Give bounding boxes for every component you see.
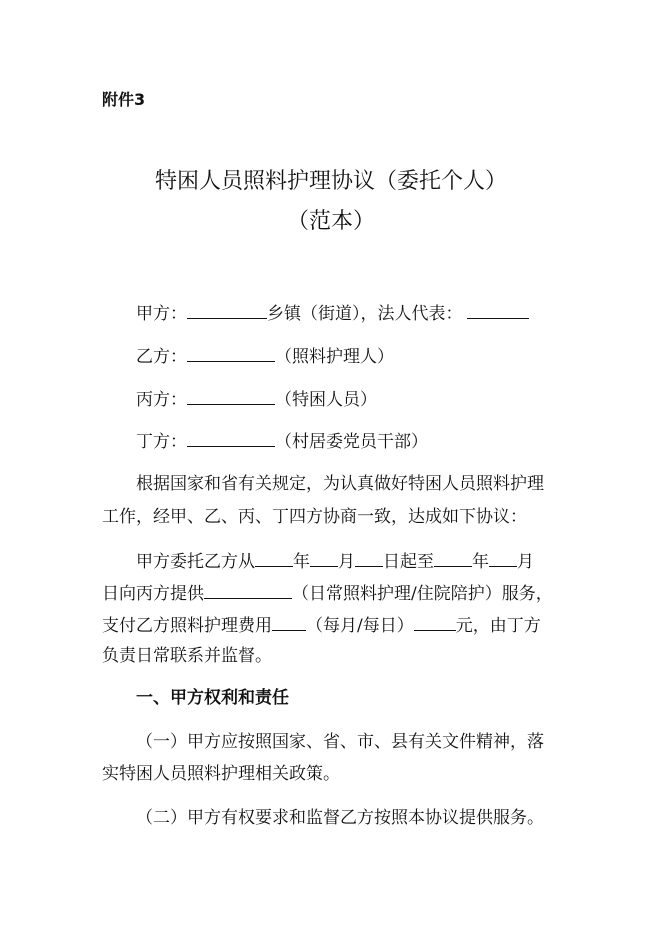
entrust-text: 甲方委托乙方从 [136,552,255,572]
month-label: 月 [517,552,534,572]
year-label: 年 [293,552,310,572]
party-d-suffix: （村居委党员干部） [275,432,428,452]
party-c-line [136,388,377,410]
document-subtitle: （范本） [286,209,375,234]
end-month-blank[interactable] [489,550,517,567]
year-label: 年 [472,552,489,572]
entrust-line-1 [136,550,534,572]
party-d-blank[interactable] [187,430,275,447]
party-b-suffix: （照料护理人） [275,347,394,367]
entrust-line-4: 负责日常联系并监督。 [102,646,272,666]
start-day-blank[interactable] [355,550,383,567]
party-c-blank[interactable] [187,388,275,405]
entrust-line-3 [102,614,541,636]
section-1-item-1-line-2: 实特困人员照料护理相关政策。 [102,764,340,784]
intro-line-1: 根据国家和省有关规定，为认真做好特困人员照料护理 [136,474,544,494]
party-b-line [136,345,394,367]
party-b-blank[interactable] [187,345,275,362]
service-type-blank[interactable] [204,582,292,599]
section-1-heading: 一、甲方权利和责任 [136,688,289,708]
legal-rep-blank[interactable] [467,302,529,319]
party-d-label: 丁方： [136,432,187,452]
entrust-text: 元，由丁方 [455,616,541,636]
attachment-label: 附件3 [102,90,146,109]
party-c-suffix: （特困人员） [275,390,377,410]
start-year-blank[interactable] [255,550,293,567]
party-c-label: 丙方： [136,390,187,410]
entrust-text: （每月/每日） [306,616,414,636]
entrust-line-2 [102,582,553,604]
party-a-blank[interactable] [187,302,267,319]
entrust-text: （日常照料护理/住院陪护）服务， [292,584,553,604]
entrust-text: 支付乙方照料护理费用 [102,616,272,636]
entrust-text: 日向丙方提供 [102,584,204,604]
section-1-item-2: （二）甲方有权要求和监督乙方按照本协议提供服务。 [136,808,544,828]
party-a-line [136,302,529,324]
section-1-item-1-line-1: （一）甲方应按照国家、省、市、县有关文件精神，落 [136,732,544,752]
party-d-line [136,430,428,452]
party-a-label: 甲方： [136,304,187,324]
party-b-label: 乙方： [136,347,187,367]
start-month-blank[interactable] [310,550,338,567]
end-year-blank[interactable] [434,550,472,567]
document-title: 特困人员照料护理协议（委托个人） [154,169,507,194]
day-label: 日起至 [383,552,434,572]
fee-amount-blank[interactable] [414,614,456,631]
fee-period-blank[interactable] [272,614,306,631]
party-a-suffix: 乡镇（街道），法人代表： [267,304,463,324]
month-label: 月 [338,552,355,572]
intro-line-2: 工作，经甲、乙、丙、丁四方协商一致，达成如下协议： [102,507,527,527]
